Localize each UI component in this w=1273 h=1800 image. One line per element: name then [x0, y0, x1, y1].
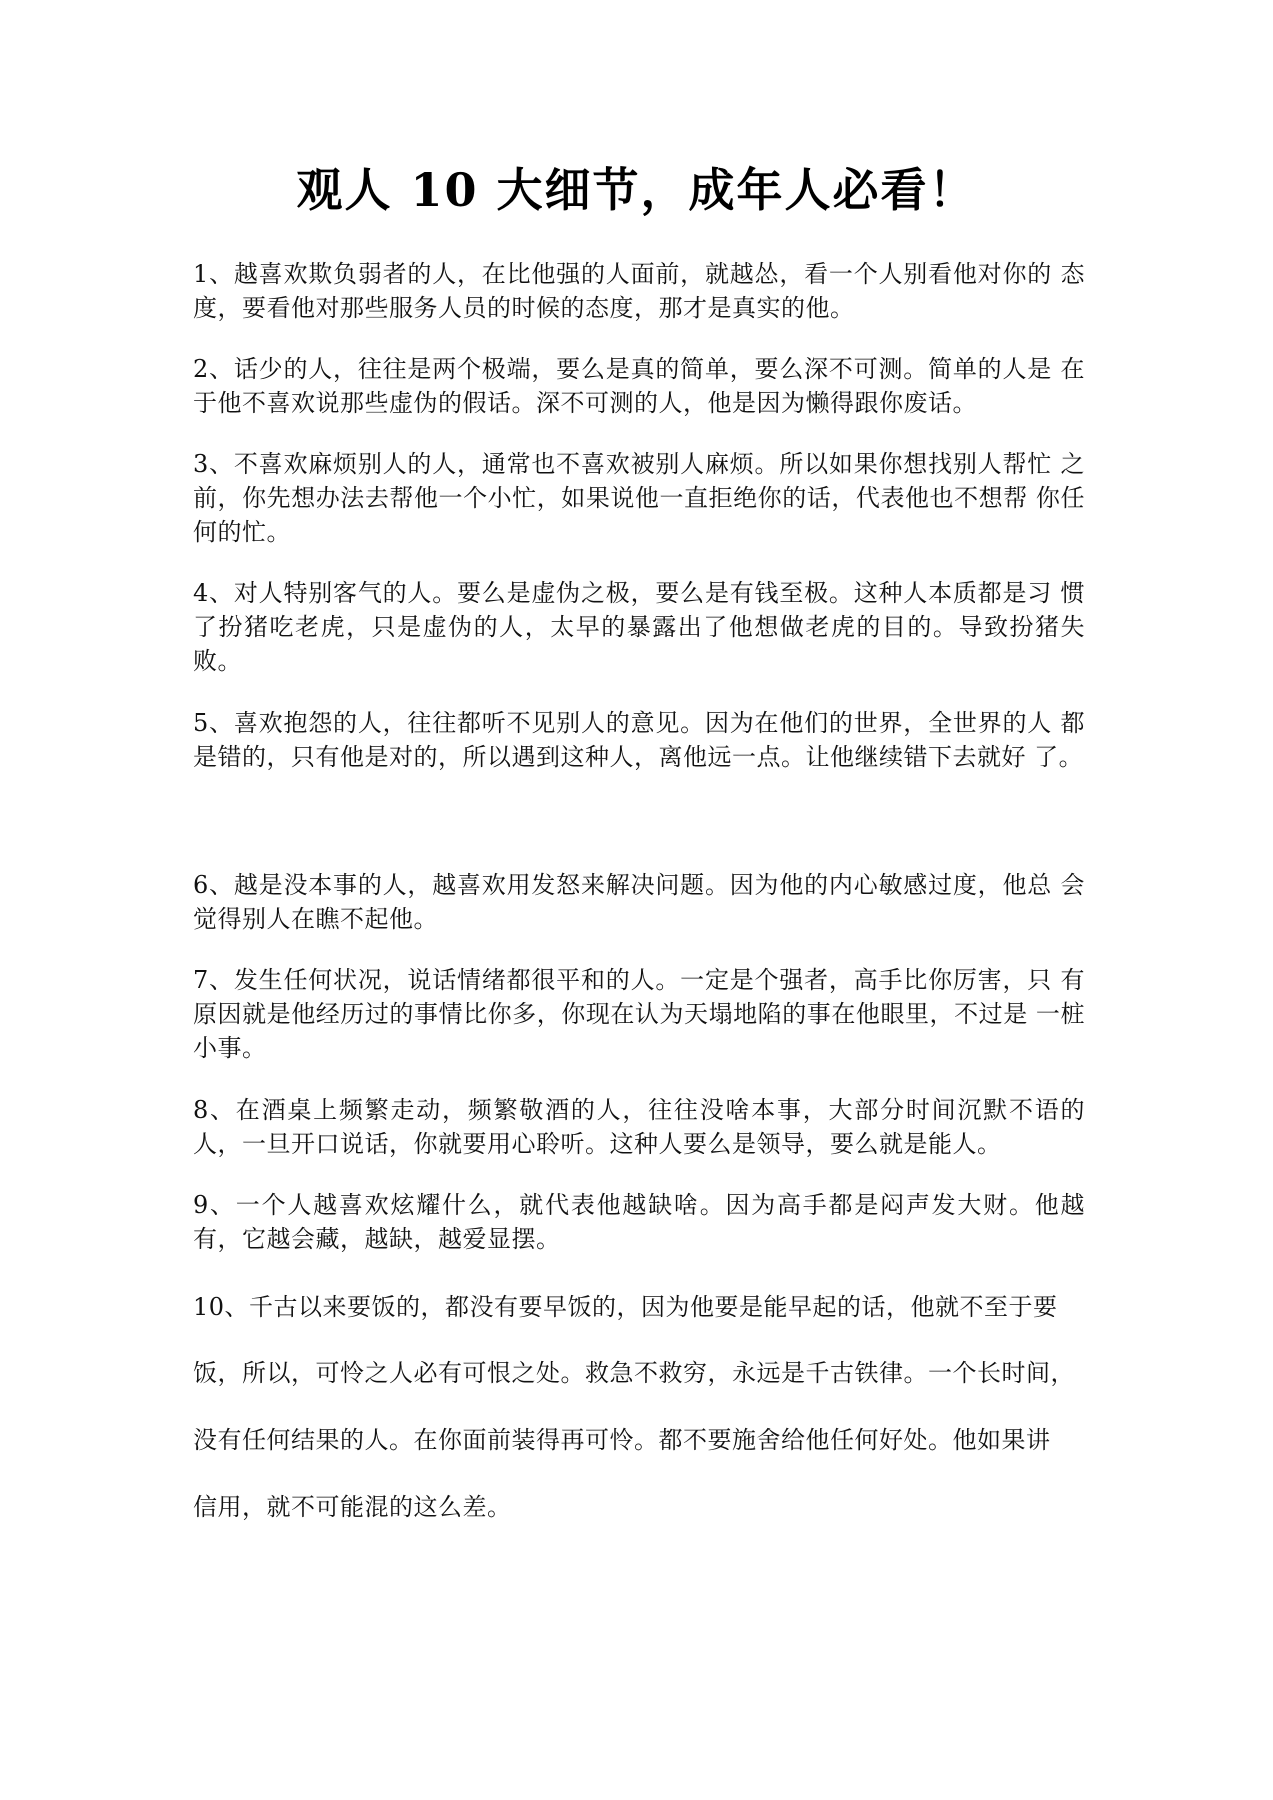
list-item-8: 8、在酒桌上频繁走动，频繁敬酒的人，往往没啥本事，大部分时间沉默不语的 人，一旦开口说话，你就要用心聆听。这种人要么是领导，要么就是能人。 [193, 1096, 1085, 1158]
list-item-2: 2、话少的人，往往是两个极端，要么是真的简单，要么深不可测。简单的人是 在于他不喜欢说那些虚伪的假话。深不可测的人，他是因为懒得跟你废话。 [193, 355, 1085, 417]
list-item-10-line: 10、千古以来要饭的，都没有要早饭的，因为他要是能早起的话，他就不至于要 [193, 1293, 1058, 1321]
list-item-5: 5、喜欢抱怨的人，往往都听不见别人的意见。因为在他们的世界，全世界的人 都是错的，只有他是对的，所以遇到这种人，离他远一点。让他继续错下去就好 了。 [193, 709, 1085, 771]
list-item-6: 6、越是没本事的人，越喜欢用发怒来解决问题。因为他的内心敏感过度，他总 会觉得别人在瞧不起他。 [193, 871, 1085, 933]
list-item-1: 1、越喜欢欺负弱者的人，在比他强的人面前，就越怂，看一个人别看他对你的 态度，要看他对那些服务人员的时候的态度，那才是真实的他。 [193, 260, 1085, 322]
page-title: 观人 10 大细节，成年人必看！ [296, 163, 977, 217]
list-item-3: 3、不喜欢麻烦别人的人，通常也不喜欢被别人麻烦。所以如果你想找别人帮忙 之前，你先想办法去帮他一个小忙，如果说他一直拒绝你的话，代表他也不想帮 你任何的忙。 [193, 450, 1085, 546]
list-item-4: 4、对人特别客气的人。要么是虚伪之极，要么是有钱至极。这种人本质都是习 惯了扮猪吃老虎，只是虚伪的人，太早的暴露出了他想做老虎的目的。导致扮猪失败。 [193, 579, 1085, 675]
list-item-10-line: 饭，所以，可怜之人必有可恨之处。救急不救穷，永远是千古铁律。一个长时间， [193, 1359, 1075, 1387]
list-item-10-line: 没有任何结果的人。在你面前装得再可怜。都不要施舍给他任何好处。他如果讲 [193, 1426, 1051, 1454]
list-item-9: 9、一个人越喜欢炫耀什么，就代表他越缺啥。因为高手都是闷声发大财。他越 有，它越会藏，越缺，越爱显摆。 [193, 1191, 1085, 1253]
list-item-7: 7、发生任何状况，说话情绪都很平和的人。一定是个强者，高手比你厉害，只 有原因就是他经历过的事情比你多，你现在认为天塌地陷的事在他眼里，不过是 一桩小事。 [193, 966, 1085, 1062]
list-item-10-line: 信用，就不可能混的这么差。 [193, 1493, 512, 1521]
